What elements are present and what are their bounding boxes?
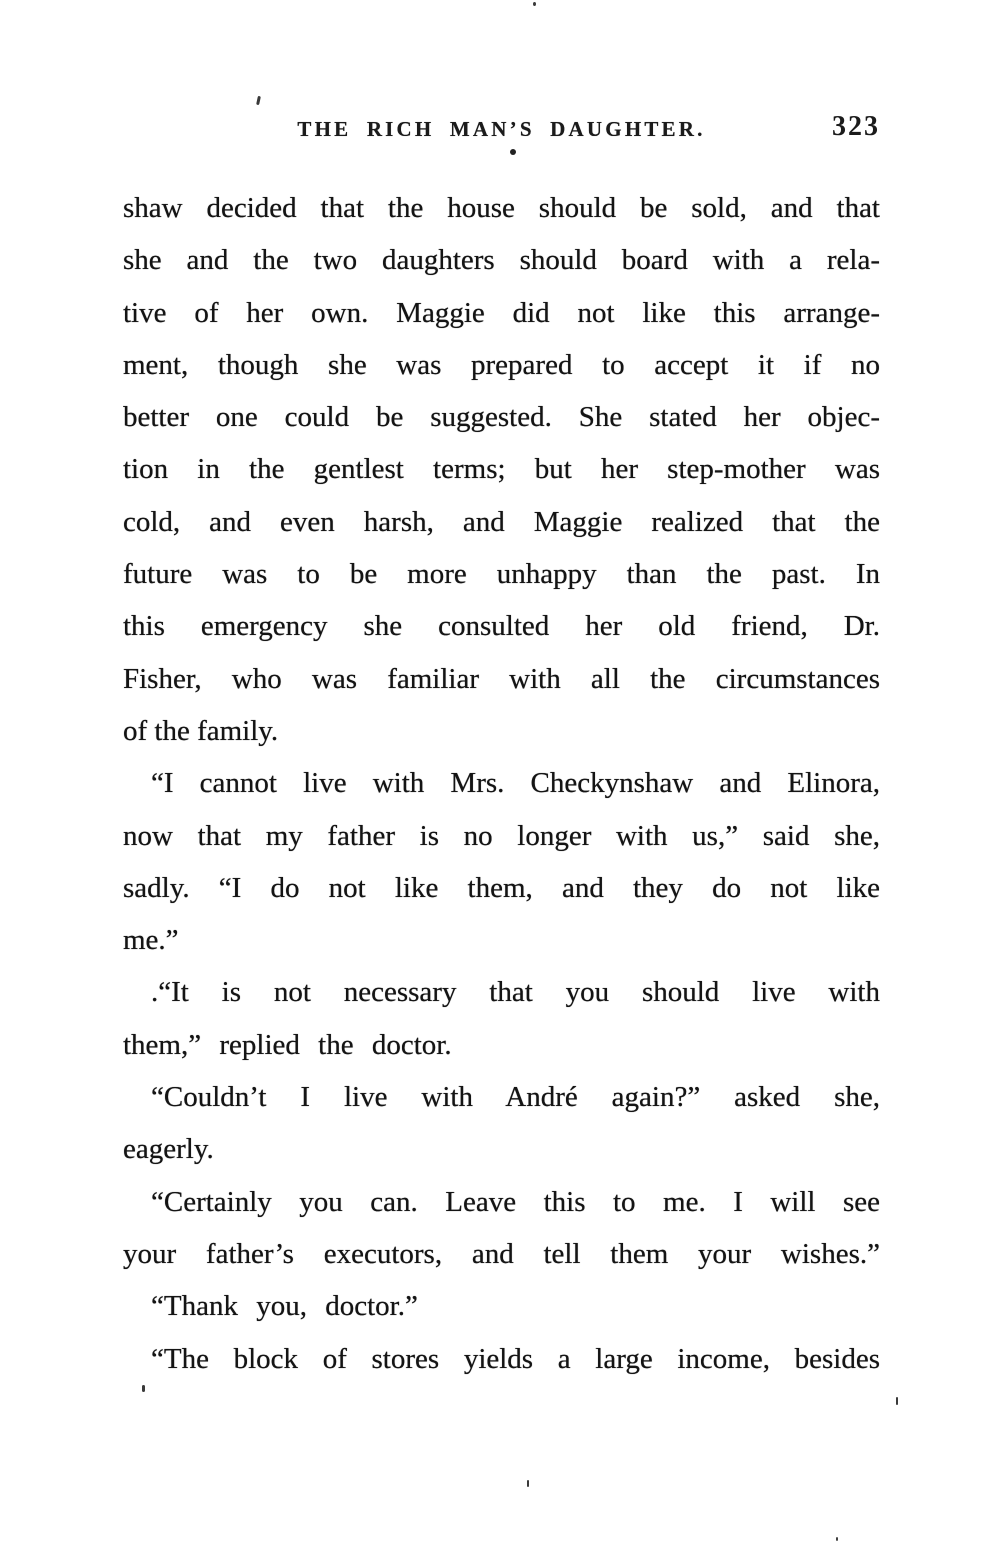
text-line: “The block of stores yields a large income, besides [151,1342,880,1375]
text-line: tion in the gentlest terms; but her step-mother was [123,453,880,486]
body-text [123,182,880,1385]
running-header [123,111,880,148]
text-line: “Certainly you can. Leave this to me. I will see [151,1185,880,1218]
text-line: your father’s executors, and tell them your wishes.” [123,1237,880,1270]
page-title: THE RICH MAN’S DAUGHTER. [297,117,706,141]
page-number: 323 [832,111,880,142]
text-line: of the family. [123,714,279,747]
text-line: this emergency she consulted her old friend, Dr. [123,610,880,643]
text-line: now that my father is no longer with us,” said she, [123,819,880,852]
text-line: future was to be more unhappy than the past. In [123,558,880,591]
text-line: “Thank you, doctor.” [151,1290,418,1323]
text-line: she and the two daughters should board with a rela- [123,244,880,277]
text-line: sadly. “I do not like them, and they do not like [123,871,880,904]
text-line: eagerly. [123,1133,214,1166]
scan-speck [527,1480,529,1487]
scan-speck [142,1385,145,1392]
text-line: “Couldn’t I live with André again?” asked she, [151,1081,880,1114]
text-line: cold, and even harsh, and Maggie realized that the [123,505,880,538]
scan-speck [510,149,516,155]
scan-speck [836,1537,838,1541]
text-line: ment, though she was prepared to accept it if no [123,348,880,381]
scan-speck [533,2,536,6]
text-line: tive of her own. Maggie did not like this arrange- [123,296,880,329]
text-line: shaw decided that the house should be sold, and that [123,192,880,224]
scan-speck [896,1397,898,1405]
text-line: .“It is not necessary that you should live with [151,976,880,1009]
text-line: better one could be suggested. She stated her objec- [123,401,880,434]
text-line: them,” replied the doctor. [123,1028,452,1061]
scan-speck [256,96,261,105]
text-line: Fisher, who was familiar with all the circumstances [123,662,880,695]
text-line: “I cannot live with Mrs. Checkynshaw and Elinora, [151,767,880,800]
text-line: me.” [123,924,179,957]
